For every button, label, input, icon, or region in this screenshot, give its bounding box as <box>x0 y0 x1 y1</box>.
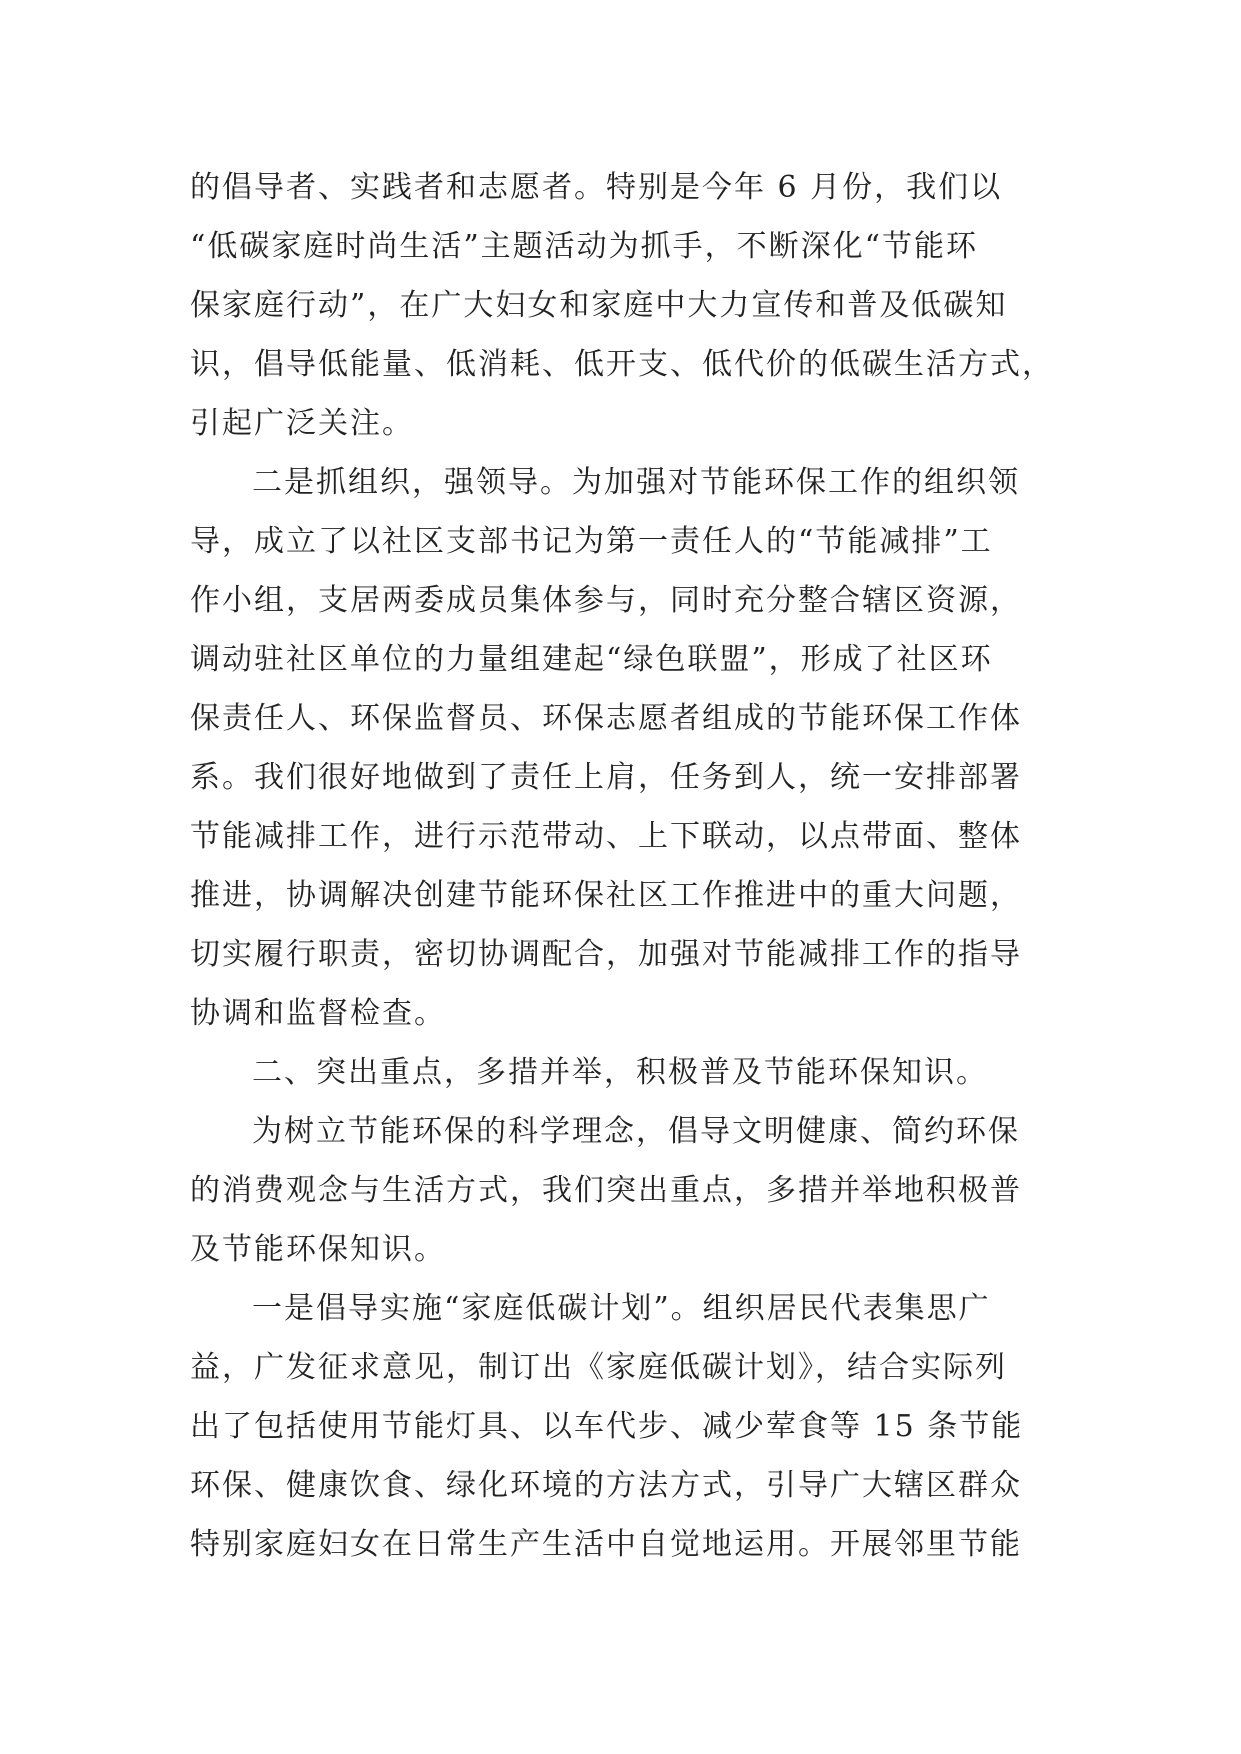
text-line: 保家庭行动”，在广大妇女和家庭中大力宣传和普及低碳知 <box>190 288 1008 323</box>
paragraph-start-line: 一是倡导实施“家庭低碳计划”。组织居民代表集思广 <box>252 1291 991 1326</box>
text-line: 导，成立了以社区支部书记为第一责任人的“节能减排”工 <box>190 524 993 559</box>
document-body <box>190 158 1054 1574</box>
text-line: 保责任人、环保监督员、环保志愿者组成的节能环保工作体 <box>190 701 1022 736</box>
text-line: 推进，协调解决创建节能环保社区工作推进中的重大问题， <box>190 878 1022 913</box>
text-line: 切实履行职责，密切协调配合，加强对节能减排工作的指导 <box>190 937 1022 972</box>
text-line: 识，倡导低能量、低消耗、低开支、低代价的低碳生活方式， <box>190 347 1054 382</box>
paragraph-start-line: 为树立节能环保的科学理念，倡导文明健康、简约环保 <box>252 1114 1020 1149</box>
text-line: 及节能环保知识。 <box>190 1232 446 1267</box>
text-line: 益，广发征求意见，制订出《家庭低碳计划》，结合实际列 <box>190 1350 1007 1385</box>
text-line: 协调和监督检查。 <box>190 996 446 1031</box>
text-line: 的倡导者、实践者和志愿者。特别是今年 6 月份，我们以 <box>190 170 1003 205</box>
text-line: 调动驻社区单位的力量组建起“绿色联盟”，形成了社区环 <box>190 642 993 677</box>
text-line: 引起广泛关注。 <box>190 406 414 441</box>
text-line: 系。我们很好地做到了责任上肩，任务到人，统一安排部署 <box>190 760 1022 795</box>
text-line: 环保、健康饮食、绿化环境的方法方式，引导广大辖区群众 <box>190 1468 1022 1503</box>
text-line: 出了包括使用节能灯具、以车代步、减少荤食等 15 条节能 <box>190 1409 1024 1444</box>
text-line: 节能减排工作，进行示范带动、上下联动，以点带面、整体 <box>190 819 1022 854</box>
paragraph-start-line: 二是抓组织，强领导。为加强对节能环保工作的组织领 <box>252 465 1020 500</box>
text-line: 作小组，支居两委成员集体参与，同时充分整合辖区资源， <box>190 583 1022 618</box>
text-line: 的消费观念与生活方式，我们突出重点，多措并举地积极普 <box>190 1173 1022 1208</box>
section-heading: 二、突出重点，多措并举，积极普及节能环保知识。 <box>252 1055 988 1090</box>
text-line: 特别家庭妇女在日常生产生活中自觉地运用。开展邻里节能 <box>190 1527 1022 1562</box>
text-line: “低碳家庭时尚生活”主题活动为抓手，不断深化“节能环 <box>190 229 979 264</box>
